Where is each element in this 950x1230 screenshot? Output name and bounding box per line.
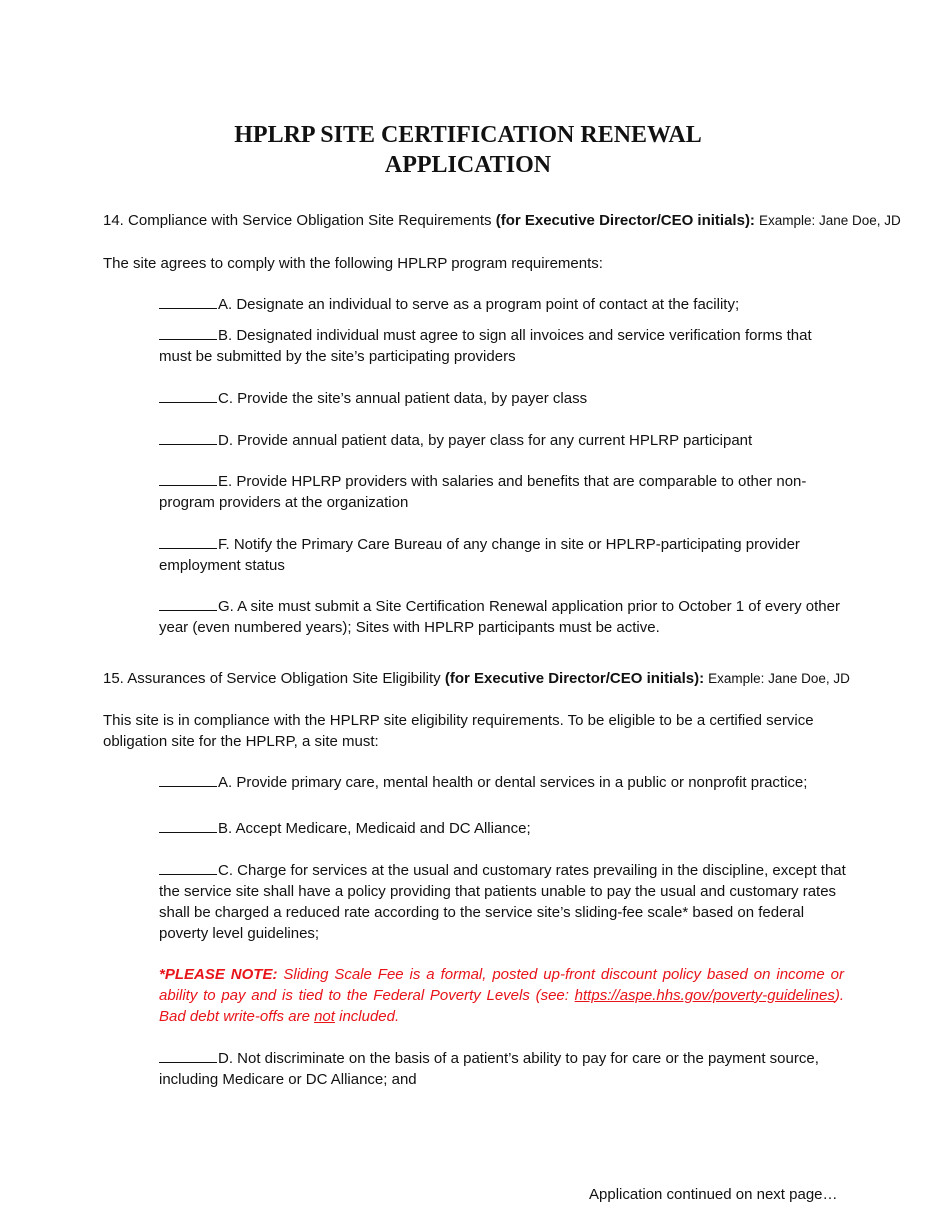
section-14-intro: The site agrees to comply with the following HPLRP program requirements: <box>103 255 603 272</box>
section-14-heading-bold: (for Executive Director/CEO initials): <box>495 212 755 229</box>
note-label: *PLEASE NOTE: <box>159 966 278 983</box>
initials-blank[interactable] <box>159 430 217 445</box>
section-14-item-b <box>159 325 847 367</box>
initials-blank[interactable] <box>159 860 217 875</box>
section-14-item-c <box>159 388 847 409</box>
section-15-item-c-text: C. Charge for services at the usual and customary rates prevailing in the discipline, except that the service site shall have a policy providing that patients unable to pay the usual and customary rates shall be charged a reduced rate according to the service site’s sliding-fee scale* based on federal poverty level guidelines; <box>159 862 846 942</box>
section-15-heading-text: 15. Assurances of Service Obligation Site Eligibility <box>103 670 445 687</box>
section-15-item-d-text: D. Not discriminate on the basis of a patient’s ability to pay for care or the payment source, including Medicare or DC Alliance; and <box>159 1050 819 1088</box>
section-14-example: Example: Jane Doe, JD <box>758 213 901 228</box>
page-title-line-2: APPLICATION <box>384 152 552 178</box>
section-15-heading-bold: (for Executive Director/CEO initials): <box>444 670 705 687</box>
note-emphasis: not <box>314 1008 335 1025</box>
section-15-item-c <box>159 860 847 944</box>
section-14-item-d <box>159 430 847 451</box>
page-title <box>0 120 936 180</box>
section-14-heading-text: 14. Compliance with Service Obligation Site Requirements <box>103 212 496 229</box>
section-14-item-f-text: F. Notify the Primary Care Bureau of any change in site or HPLRP-participating provider employment status <box>159 536 800 574</box>
section-14-item-e-text: E. Provide HPLRP providers with salaries and benefits that are comparable to other non-program providers at the organization <box>159 473 807 511</box>
section-15-item-d <box>159 1048 847 1090</box>
section-14-item-f <box>159 534 847 576</box>
initials-blank[interactable] <box>159 818 217 833</box>
section-14-item-g <box>159 596 847 638</box>
section-14-heading <box>103 210 901 231</box>
sliding-scale-note <box>159 964 844 1027</box>
initials-blank[interactable] <box>159 772 217 787</box>
section-14-item-g-text: G. A site must submit a Site Certification Renewal application prior to October 1 of every other year (even numbered years); Sites with HPLRP participants must be active. <box>159 598 840 636</box>
poverty-guidelines-link[interactable]: https://aspe.hhs.gov/poverty-guidelines <box>574 987 835 1004</box>
section-14-item-c-text: C. Provide the site’s annual patient data, by payer class <box>218 390 588 407</box>
section-15-item-a <box>159 772 847 793</box>
initials-blank[interactable] <box>159 471 217 486</box>
initials-blank[interactable] <box>159 294 217 309</box>
section-14-item-a <box>159 294 847 315</box>
section-15-item-b <box>159 818 847 839</box>
note-text-2: ). Bad debt write-offs are <box>159 987 844 1025</box>
initials-blank[interactable] <box>159 325 217 340</box>
section-14-item-a-text: A. Designate an individual to serve as a program point of contact at the facility; <box>218 296 740 313</box>
section-15-example: Example: Jane Doe, JD <box>708 671 850 686</box>
section-15-item-b-text: B. Accept Medicare, Medicaid and DC Alliance; <box>218 820 531 837</box>
section-15-heading <box>103 668 850 689</box>
section-14-item-d-text: D. Provide annual patient data, by payer class for any current HPLRP participant <box>218 432 753 449</box>
initials-blank[interactable] <box>159 596 217 611</box>
initials-blank[interactable] <box>159 388 217 403</box>
note-text-3: included. <box>334 1008 400 1025</box>
page-title-line-1: HPLRP SITE CERTIFICATION RENEWAL <box>234 122 702 148</box>
initials-blank[interactable] <box>159 534 217 549</box>
note-text-1: Sliding Scale Fee is a formal, posted up-front discount policy based on income or ability to pay and is tied to the Federal Poverty Levels (see: <box>159 966 844 1004</box>
section-14-item-b-text: B. Designated individual must agree to sign all invoices and service verification forms that must be submitted by the site’s participating providers <box>159 327 812 365</box>
initials-blank[interactable] <box>159 1048 217 1063</box>
section-15-intro: This site is in compliance with the HPLRP site eligibility requirements. To be eligible to be a certified service obligation site for the HPLRP, a site must: <box>103 712 814 750</box>
section-14-item-e <box>159 471 847 513</box>
section-15-item-a-text: A. Provide primary care, mental health or dental services in a public or nonprofit practice; <box>218 774 808 791</box>
continued-footer: Application continued on next page… <box>589 1186 838 1203</box>
